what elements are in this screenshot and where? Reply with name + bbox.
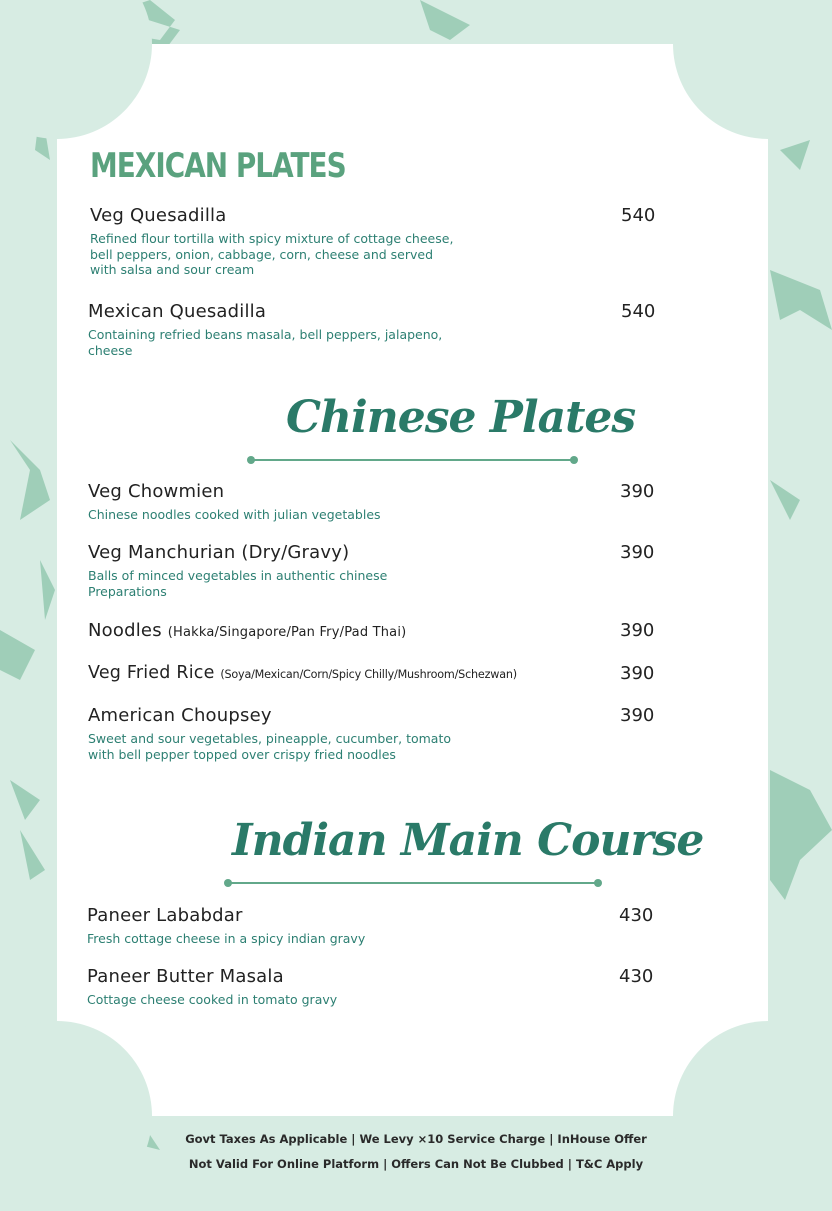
menu-item-name: Paneer Butter Masala [87, 966, 284, 987]
menu-item-name: Paneer Lababdar [87, 905, 243, 926]
menu-item-price: 430 [619, 905, 654, 926]
menu-item-price: 540 [621, 301, 656, 322]
menu-item-description: Refined flour tortilla with spicy mixture of cottage cheese, bell peppers, onion, cabbage, corn, cheese and served with salsa and sour cream [90, 231, 454, 277]
menu-item-price: 390 [620, 481, 655, 502]
menu-item-name: Mexican Quesadilla [88, 301, 267, 322]
section-title-indian: Indian Main Course [232, 815, 704, 866]
menu-item-price: 390 [620, 542, 655, 563]
section-title-mexican: MEXICAN PLATES [90, 146, 346, 186]
menu-item-price: 390 [620, 705, 655, 726]
menu-item-name: American Choupsey [88, 705, 272, 726]
menu-item-description: Cottage cheese cooked in tomato gravy [87, 992, 338, 1007]
title-divider [228, 882, 598, 884]
menu-item-name: Veg Manchurian (Dry/Gravy) [88, 542, 350, 563]
menu-item-price: 390 [620, 620, 655, 641]
footer-terms-line-2: Not Valid For Online Platform | Offers Can Not Be Clubbed | T&C Apply [188, 1157, 644, 1171]
menu-item-name: Veg Quesadilla [90, 205, 227, 226]
menu-item-price: 390 [620, 663, 655, 684]
menu-item-description: Fresh cottage cheese in a spicy indian gravy [87, 931, 366, 946]
title-divider [251, 459, 574, 461]
menu-item-name: Veg Chowmien [88, 481, 225, 502]
menu-item-price: 540 [621, 205, 656, 226]
menu-item-name: Veg Fried Rice (Soya/Mexican/Corn/Spicy Chilly/Mushroom/Schezwan) [88, 663, 517, 683]
menu-item-options: (Soya/Mexican/Corn/Spicy Chilly/Mushroom/Schezwan) [220, 668, 517, 681]
menu-item-description: Containing refried beans masala, bell peppers, jalapeno, cheese [88, 327, 443, 358]
section-title-chinese: Chinese Plates [286, 392, 636, 443]
menu-item-options: (Hakka/Singapore/Pan Fry/Pad Thai) [167, 625, 407, 640]
menu-item-description: Sweet and sour vegetables, pineapple, cucumber, tomato with bell pepper topped over crispy fried noodles [88, 731, 452, 762]
menu-item-name: Noodles (Hakka/Singapore/Pan Fry/Pad Thai) [88, 620, 407, 641]
footer-terms-line-1: Govt Taxes As Applicable | We Levy ×10 Service Charge | InHouse Offer [185, 1132, 647, 1146]
menu-item-price: 430 [619, 966, 654, 987]
menu-item-description: Chinese noodles cooked with julian vegetables [88, 507, 381, 522]
menu-item-description: Balls of minced vegetables in authentic chinese Preparations [88, 568, 388, 599]
